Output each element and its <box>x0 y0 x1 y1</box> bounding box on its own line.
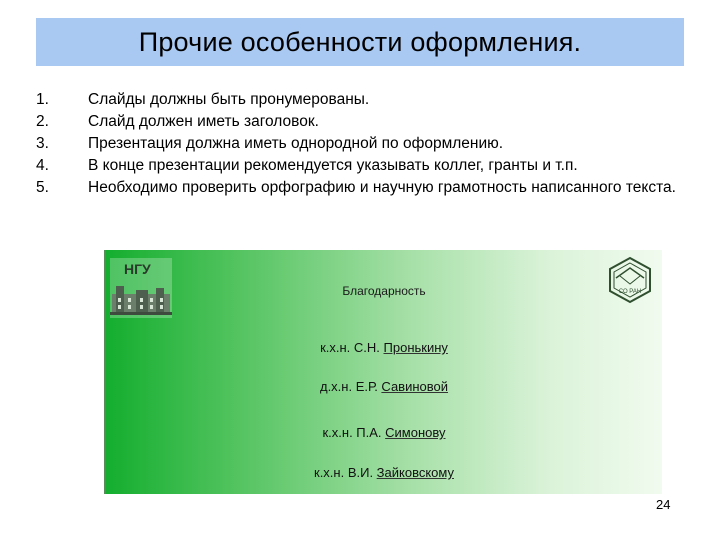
acknowledgement-line <box>106 425 662 440</box>
list-item <box>36 134 696 154</box>
embedded-heading: Благодарность <box>342 284 426 298</box>
page-number: 24 <box>656 497 671 512</box>
list-item-number: 2. <box>36 113 49 130</box>
list-item-text: Слайд должен иметь заголовок. <box>88 113 319 130</box>
list-item <box>36 156 696 176</box>
list-item <box>36 90 696 110</box>
ack-prefix: к.х.н. П.А. <box>322 425 386 440</box>
ack-name: Савиновой <box>381 379 449 394</box>
list-item-number: 1. <box>36 91 49 108</box>
list-item-text: Слайды должны быть пронумерованы. <box>88 91 370 108</box>
list-item-text: Необходимо проверить орфографию и научную грамотность написанного текста. <box>88 179 676 196</box>
list-item-number: 4. <box>36 157 49 174</box>
ack-prefix: д.х.н. Е.Р. <box>319 379 382 394</box>
list-item-number: 5. <box>36 179 49 196</box>
acknowledgement-line <box>106 379 662 394</box>
ack-name: Симонову <box>385 425 446 440</box>
embedded-slide-image <box>104 250 662 494</box>
rules-list <box>36 90 696 200</box>
list-item <box>36 112 696 132</box>
list-item <box>36 178 696 198</box>
list-item-text: В конце презентации рекомендуется указывать коллег, гранты и т.п. <box>88 157 578 174</box>
slide-title-bar <box>36 18 684 66</box>
ack-name: Зайковскому <box>376 465 454 480</box>
logo-text: НГУ <box>124 261 151 277</box>
ack-prefix: к.х.н. С.Н. <box>320 340 384 355</box>
acknowledgement-line <box>106 340 662 355</box>
ack-name: Пронькину <box>383 340 448 355</box>
ack-prefix: к.х.н. В.И. <box>314 465 377 480</box>
list-item-text: Презентация должна иметь однородной по оформлению. <box>88 135 504 152</box>
slide-title: Прочие особенности оформления. <box>138 26 582 57</box>
emblem-text: СО РАН <box>618 289 642 295</box>
list-item-number: 3. <box>36 135 49 152</box>
acknowledgement-line <box>106 465 662 480</box>
